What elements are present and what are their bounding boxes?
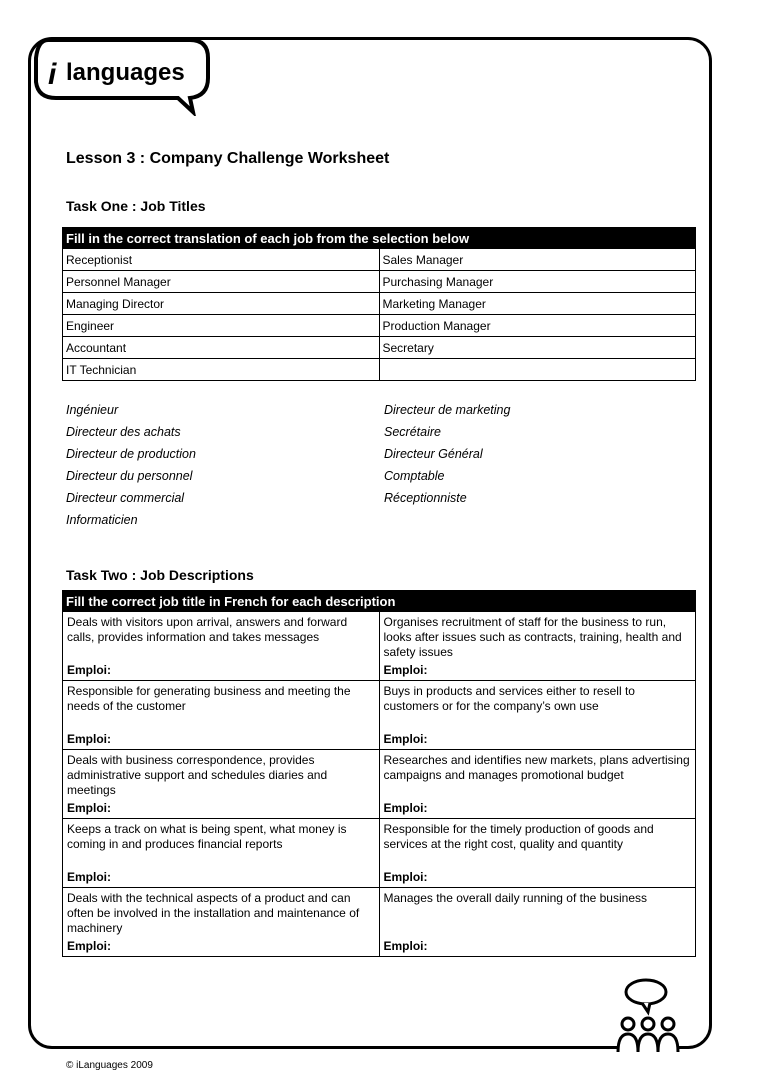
french-title: Directeur de production: [66, 447, 196, 461]
french-title: Directeur commercial: [66, 491, 185, 505]
description-cell: [379, 819, 696, 888]
french-titles-column-1: [66, 399, 196, 531]
emploi-label: Emploi:: [67, 801, 111, 815]
description-cell: [379, 888, 696, 957]
description-text: Deals with the technical aspects of a product and can often be involved in the installation and maintenance of machinery: [67, 891, 360, 935]
job-title-cell: IT Technician: [63, 359, 380, 381]
description-text: Responsible for the timely production of goods and services at the right cost, quality and quantity: [383, 822, 654, 851]
job-title-cell: Sales Manager: [379, 249, 696, 271]
description-text: Responsible for generating business and meeting the needs of the customer: [67, 684, 351, 713]
table-row: [63, 612, 696, 681]
job-title-cell: Accountant: [63, 337, 380, 359]
job-title-cell: Marketing Manager: [379, 293, 696, 315]
emploi-label: Emploi:: [67, 732, 111, 746]
french-title: Directeur du personnel: [66, 469, 193, 483]
table-row: [63, 249, 696, 271]
emploi-label: Emploi:: [383, 663, 428, 677]
table-row: [63, 315, 696, 337]
emploi-label: Emploi:: [67, 939, 111, 953]
french-title: Directeur des achats: [66, 425, 181, 439]
description-text: Buys in products and services either to resell to customers or for the company’s own use: [383, 684, 635, 713]
description-text: Keeps a track on what is being spent, what money is coming in and produces financial reports: [67, 822, 347, 851]
description-cell: [379, 681, 696, 750]
job-title-cell: Production Manager: [379, 315, 696, 337]
table-row: [63, 888, 696, 957]
people-speech-icon: [604, 978, 694, 1054]
job-title-cell: Secretary: [379, 337, 696, 359]
description-cell: [63, 612, 380, 681]
description-text: Deals with visitors upon arrival, answers and forward calls, provides information and takes messages: [67, 615, 348, 644]
job-titles-table: [62, 227, 696, 381]
description-cell: [379, 750, 696, 819]
job-title-cell: Personnel Manager: [63, 271, 380, 293]
logo-initial: i: [48, 58, 57, 91]
description-text: Deals with business correspondence, provides administrative support and schedules diaries and meetings: [67, 753, 328, 797]
french-title: Réceptionniste: [384, 491, 467, 505]
description-text: Researches and identifies new markets, plans advertising campaigns and manages promotional budget: [383, 753, 690, 782]
table-row: [63, 681, 696, 750]
emploi-label: Emploi:: [383, 732, 428, 746]
table-row: [63, 271, 696, 293]
task-one-heading: Task One : Job Titles: [66, 198, 206, 214]
lesson-title: Lesson 3 : Company Challenge Worksheet: [66, 150, 390, 167]
job-titles-table-header: Fill in the correct translation of each job from the selection below: [63, 228, 696, 249]
emploi-label: Emploi:: [383, 870, 428, 884]
job-descriptions-table: [62, 590, 696, 957]
french-title: Comptable: [384, 469, 445, 483]
emploi-label: Emploi:: [67, 870, 111, 884]
ilanguages-logo: [18, 20, 218, 116]
table-row: [63, 293, 696, 315]
job-title-cell: Managing Director: [63, 293, 380, 315]
table-row: [63, 819, 696, 888]
french-title: Directeur Général: [384, 447, 483, 461]
french-titles-column-2: [384, 399, 510, 509]
job-title-cell: Receptionist: [63, 249, 380, 271]
table-row: [63, 337, 696, 359]
job-title-cell: [379, 359, 696, 381]
copyright-footer: © iLanguages 2009: [66, 1060, 153, 1071]
description-cell: [63, 681, 380, 750]
table-row: [63, 359, 696, 381]
job-title-cell: Engineer: [63, 315, 380, 337]
french-title: Secrétaire: [384, 425, 441, 439]
emploi-label: Emploi:: [383, 939, 428, 953]
french-title: Informaticien: [66, 513, 138, 527]
french-title: Directeur de marketing: [384, 403, 511, 417]
task-two-heading: Task Two : Job Descriptions: [66, 567, 254, 583]
job-descriptions-table-header: Fill the correct job title in French for each description: [63, 591, 696, 612]
emploi-label: Emploi:: [67, 663, 111, 677]
description-cell: [63, 888, 380, 957]
description-cell: [63, 819, 380, 888]
description-text: Manages the overall daily running of the business: [383, 891, 647, 905]
emploi-label: Emploi:: [383, 801, 428, 815]
logo-text: languages: [66, 59, 185, 86]
description-cell: [379, 612, 696, 681]
french-title: Ingénieur: [66, 403, 119, 417]
table-row: [63, 750, 696, 819]
description-text: Organises recruitment of staff for the business to run, looks after issues such as contracts, training, health and safety issues: [383, 615, 682, 659]
description-cell: [63, 750, 380, 819]
job-title-cell: Purchasing Manager: [379, 271, 696, 293]
